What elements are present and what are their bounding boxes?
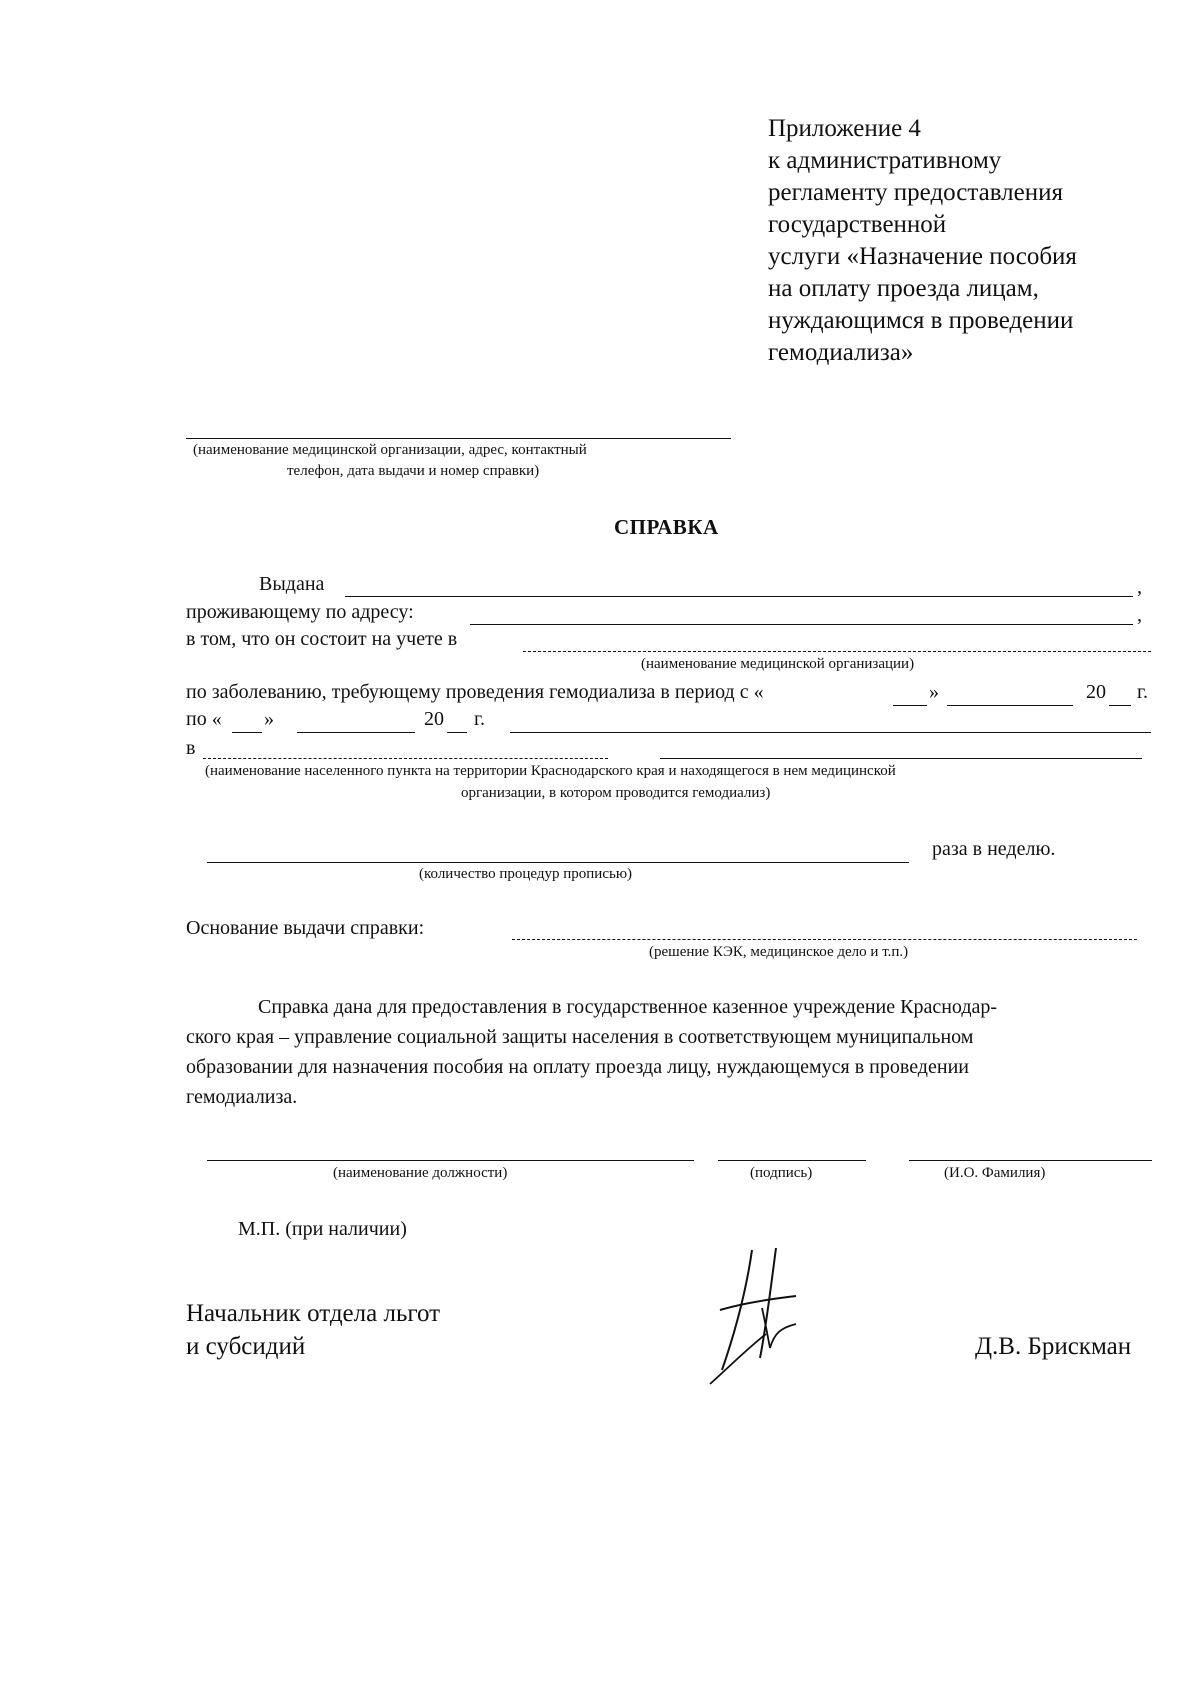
paragraph-line: ского края – управление социальной защиты населения в соответствующем муниципальном	[186, 1026, 974, 1048]
issued-to-field[interactable]	[345, 596, 1133, 597]
signature-caption: (подпись)	[750, 1165, 813, 1181]
locality-field[interactable]	[203, 758, 608, 759]
appendix-line: регламенту предоставления	[768, 179, 1064, 206]
appendix-line: гемодиализа»	[768, 339, 914, 366]
paragraph-line: гемодиализа.	[186, 1086, 298, 1108]
stamp-label: М.П. (при наличии)	[238, 1218, 407, 1240]
to-label: по «	[186, 708, 222, 730]
locality-org-field[interactable]	[660, 758, 1142, 759]
paragraph-line: образовании для назначения пособия на оплату проезда лицу, нуждающемуся в проведении	[186, 1056, 969, 1078]
procedures-caption: (количество процедур прописью)	[419, 866, 633, 882]
quote-close: »	[264, 708, 274, 730]
org-line[interactable]	[186, 438, 731, 439]
purpose-paragraph	[186, 992, 1156, 1112]
year-suffix: г.	[1137, 681, 1148, 703]
start-day-field[interactable]	[893, 705, 927, 706]
signer-title-1: Начальник отдела льгот	[186, 1300, 441, 1327]
basis-field[interactable]	[512, 939, 1137, 940]
med-org-caption: (наименование медицинской организации)	[641, 656, 915, 672]
locality-caption-2: организации, в котором проводится гемодиализ)	[461, 785, 771, 801]
org-caption-1: (наименование медицинской организации, адрес, контактный	[193, 442, 587, 458]
end-month-field[interactable]	[297, 732, 415, 733]
year-prefix: 20	[424, 708, 444, 730]
handwritten-signature	[700, 1248, 830, 1388]
residing-label: проживающему по адресу:	[186, 601, 414, 623]
basis-label: Основание выдачи справки:	[186, 917, 425, 939]
org-caption-2: телефон, дата выдачи и номер справки)	[287, 463, 540, 479]
appendix-line: к административному	[768, 147, 1002, 174]
registered-label: в том, что он состоит на учете в	[186, 628, 458, 650]
end-day-field[interactable]	[232, 732, 262, 733]
procedures-field[interactable]	[207, 862, 909, 863]
signature-field[interactable]	[718, 1160, 866, 1161]
document-title: СПРАВКА	[614, 515, 719, 539]
year-suffix: г.	[474, 708, 485, 730]
med-org-field[interactable]	[523, 651, 1151, 652]
appendix-block	[768, 113, 1077, 369]
signer-name: Д.В. Брискман	[975, 1333, 1132, 1360]
appendix-line: на оплату проезда лицам,	[768, 275, 1039, 302]
position-caption: (наименование должности)	[333, 1165, 508, 1181]
year-prefix: 20	[1086, 681, 1106, 703]
disease-label: по заболеванию, требующему проведения гемодиализа в период с «	[186, 681, 764, 703]
appendix-line: услуги «Назначение пособия	[768, 243, 1077, 270]
quote-close: »	[929, 681, 939, 703]
full-name-field[interactable]	[909, 1160, 1152, 1161]
start-month-field[interactable]	[947, 705, 1073, 706]
signer-title-2: и субсидий	[186, 1333, 306, 1360]
basis-caption: (решение КЭК, медицинское дело и т.п.)	[649, 944, 909, 960]
position-field[interactable]	[207, 1160, 694, 1161]
start-year-field[interactable]	[1109, 705, 1131, 706]
end-year-field[interactable]	[447, 732, 467, 733]
locality-caption-1: (наименование населенного пункта на территории Краснодарского края и находящегося в нем медицинской	[205, 763, 896, 779]
in-label: в	[186, 737, 196, 759]
name-caption: (И.О. Фамилия)	[944, 1165, 1046, 1181]
appendix-line: государственной	[768, 211, 947, 238]
comma: ,	[1137, 576, 1142, 598]
address-field[interactable]	[470, 624, 1133, 625]
appendix-line: Приложение 4	[768, 115, 921, 142]
issued-to-label: Выдана	[259, 573, 325, 595]
comma: ,	[1137, 604, 1142, 626]
period-extra-field[interactable]	[510, 732, 1151, 733]
times-per-week: раза в неделю.	[932, 838, 1056, 860]
paragraph-line: Справка дана для предоставления в государственное казенное учреждение Краснодар-	[258, 996, 998, 1018]
appendix-line: нуждающимся в проведении	[768, 307, 1074, 334]
